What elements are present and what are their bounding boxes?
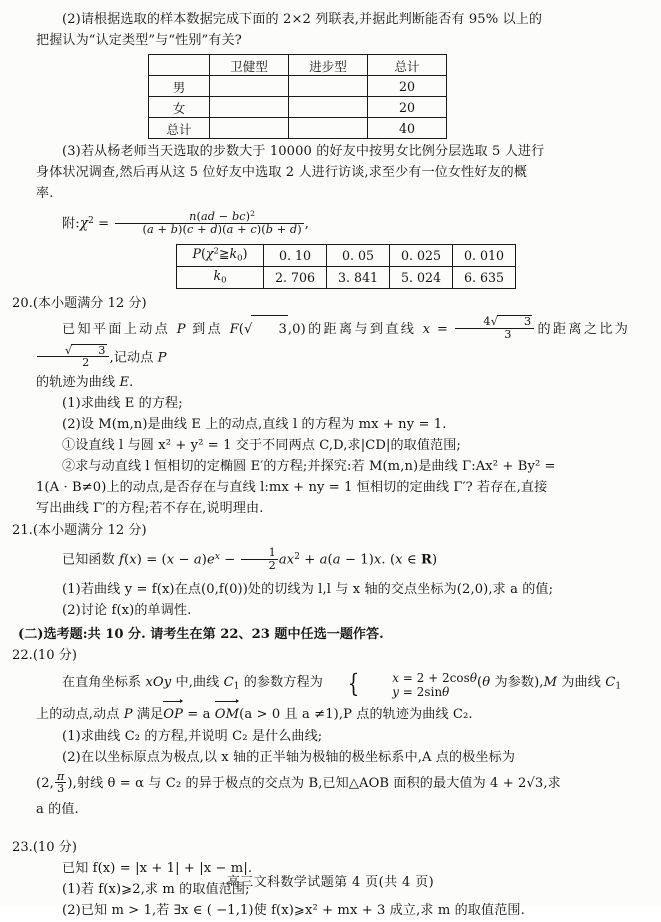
cell-male-weijian xyxy=(210,76,289,97)
page-footer: 高三文科数学试题第 4 页(共 4 页) xyxy=(226,875,435,890)
cell-header-blank xyxy=(149,55,210,76)
q22-parametric-system: { x = 2 + 2cosθ y = 2sinθ xyxy=(347,669,478,700)
chi-square-fraction: $\frac{n(ad - bc)^2}{(a + b)(c + d)(a + c)(b + d)}$ xyxy=(115,210,304,235)
cell-p-value-1: 0. 05 xyxy=(327,244,390,266)
page-content-column xyxy=(12,10,628,922)
cell-row-female-label: 女 xyxy=(149,97,210,118)
vector-op: OP xyxy=(163,703,183,726)
q22-stem-line2: 上的动点,动点 P 满足OP = a OM(a > 0 且 a ≠1),P 点的轨迹为曲线 C₂. xyxy=(36,703,628,726)
cell-total-weijian xyxy=(210,118,289,139)
q20-part2-sub2-line1: ②求与动直线 l 恒相切的定椭圆 E′的方程;并探究:若 M(m,n)是曲线 Γ:Ax² + By² = xyxy=(62,458,556,474)
contingency-table xyxy=(148,54,447,139)
cell-female-total: 20 xyxy=(368,97,447,118)
q19-part2-line1: (2)请根据选取的样本数据完成下面的 2×2 列联表,并据此判断能否有 95% 以上的 xyxy=(62,12,543,27)
chi-symbol: χ xyxy=(79,215,89,232)
q21-part1: (1)若曲线 y = f(x)在点(0,f(0))处的切线为 l,l 与 x 轴的交点坐标为(2,0),求 a 的值; xyxy=(62,581,554,597)
q22-polar-fraction: $\frac{\pi}{3}$ xyxy=(56,769,65,796)
q23-part2: (2)已知 m > 1,若 ∃x ∈ ( −1,1)使 f(x)⩾x² + mx + 3 成立,求 m 的取值范围. xyxy=(62,903,525,919)
q21-heading xyxy=(12,521,628,541)
formula-tail: , xyxy=(304,216,309,232)
cell-k-value-0: 2. 706 xyxy=(264,266,327,288)
q20-stem-line1: 已知平面上动点 P 到点 F(√ 3,0)的距离与到直线 x = $\frac{4√ 3}{3}$ 的距离之比为 $\frac{√ 3}{2}$ ,记动点 P xyxy=(36,315,628,372)
formula-label: 附: xyxy=(62,216,80,232)
q20-part1: (1)求曲线 E 的方程; xyxy=(62,395,183,411)
q22-part2-post: ),射线 θ = α 与 C₂ 的异于极点的交点为 B,已知△AOB 面积的最大值为 4 + 2√3,求 xyxy=(67,776,561,792)
cell-female-weijian xyxy=(210,97,289,118)
q20-stem-line2: 的轨迹为曲线 E. xyxy=(36,374,134,390)
q22-stem-line1: 在直角坐标系 xOy 中,曲线 C1 的参数方程为 { x = 2 + 2cosθ y = 2sinθ (θ 为参数),M 为曲线 C1 xyxy=(62,669,622,700)
q22-part1: (1)求曲线 C₂ 的方程,并说明 C₂ 是什么曲线; xyxy=(62,729,323,745)
q22-part2-line2 xyxy=(36,769,628,799)
q22-number: 22. xyxy=(12,647,33,663)
cell-total-jinbu xyxy=(289,118,368,139)
q22-heading xyxy=(12,646,628,666)
q20-heading xyxy=(12,294,628,314)
q21-stem: 已知函数 $f(x) = (x - a)e^x$ − $\frac{1}{2}$ $ax^2 + a(a - 1)x$. (x ∈ R) xyxy=(62,546,438,572)
cell-header-total: 总计 xyxy=(368,55,447,76)
q21-part2: (2)讨论 f(x)的单调性. xyxy=(62,602,192,618)
q20-number: 20. xyxy=(12,295,33,311)
table-row xyxy=(149,118,447,139)
chi-square-reference-table xyxy=(176,244,516,289)
chi-square-formula: 附$:\chi^2$ = $\frac{n(ad - bc)^2}{(a + b)(c + d)(a + c)(b + d)}$ , xyxy=(62,209,309,237)
table-row xyxy=(149,76,447,97)
cell-male-jinbu xyxy=(289,76,368,97)
q22-stem-mid: = a xyxy=(183,707,215,723)
table-row xyxy=(149,97,447,118)
table-row xyxy=(177,244,516,266)
q22-score-note: (10 分) xyxy=(32,647,77,663)
q22-part2-line3: a 的值. xyxy=(36,802,79,818)
q20-part2-sub1: ①设直线 l 与圆 x² + y² = 1 交于不同两点 C,D,求|CD|的取值范围; xyxy=(62,437,461,453)
section-optional-heading: (二)选考题:共 10 分. 请考生在第 22、23 题中任选一题作答. xyxy=(18,626,384,642)
q19-part2-line2: 把握认为“认定类型”与“性别”有关? xyxy=(36,33,242,48)
q20-score-note: (本小题满分 12 分) xyxy=(32,295,147,311)
q21-score-note: (本小题满分 12 分) xyxy=(32,522,147,538)
q23-heading xyxy=(12,838,628,858)
q22-part2-pre: (2, xyxy=(36,776,54,792)
cell-male-total: 20 xyxy=(368,76,447,97)
cell-row-total-label: 总计 xyxy=(149,118,210,139)
cell-row-male-label: 男 xyxy=(149,76,210,97)
q20-part2-sub2-line3: 写出曲线 Γ′的方程;若不存在,说明理由. xyxy=(36,500,264,516)
q20-part2: (2)设 M(m,n)是曲线 E 上的动点,直线 l 的方程为 mx + ny = 1. xyxy=(62,416,447,432)
cell-p-value-3: 0. 010 xyxy=(453,244,516,266)
q23-score-note: (10 分) xyxy=(32,840,77,856)
chi-table-wrap xyxy=(36,241,628,289)
cell-k-value-1: 3. 841 xyxy=(327,266,390,288)
cell-k-label: k0 xyxy=(177,266,264,288)
cell-female-jinbu xyxy=(289,97,368,118)
cell-p-label: $P(\chi^2≧k0)$ xyxy=(177,244,264,266)
q22-part2-line1: (2)在以坐标原点为极点,以 x 轴的正半轴为极轴的极坐标系中,A 点的极坐标为 xyxy=(62,750,516,766)
q23-part1: (1)若 f(x)⩾2,求 m 的取值范围; xyxy=(62,882,250,898)
q19-part3-line1: (3)若从杨老师当天选取的步数大于 10000 的好友中按男女比例分层选取 5 人进行 xyxy=(62,144,545,159)
cell-k-value-2: 5. 024 xyxy=(390,266,453,288)
cell-p-value-0: 0. 10 xyxy=(264,244,327,266)
cell-k-value-3: 6. 635 xyxy=(453,266,516,288)
vector-om: OM xyxy=(215,703,239,726)
q20-part2-sub2-line2: 1(A · B≠0)上的动点,是否存在与直线 l:mx + ny = 1 恒相切的定曲线 Γ′? 若存在,直接 xyxy=(36,479,548,495)
contingency-table-wrap xyxy=(36,52,628,139)
cell-header-weijian: 卫健型 xyxy=(210,55,289,76)
q20-fraction-1: $\frac{4√ 3}{3}$ xyxy=(455,315,534,340)
cell-header-jinbu: 进步型 xyxy=(289,55,368,76)
q23-stem: 已知 f(x) = |x + 1| + |x − m|. xyxy=(62,861,253,877)
q20-fraction-2: $\frac{√ 3}{2}$ xyxy=(37,344,109,369)
cell-grand-total: 40 xyxy=(368,118,447,139)
q23-number: 23. xyxy=(12,840,33,856)
q19-part3-line3: 率. xyxy=(36,186,54,201)
q21-number: 21. xyxy=(12,522,33,538)
cell-p-value-2: 0. 025 xyxy=(390,244,453,266)
table-row xyxy=(149,55,447,76)
q22-stem-post: (a > 0 且 a ≠1),P 点的轨迹为曲线 C₂. xyxy=(239,707,473,723)
q21-fraction: $\frac{1}{2}$ xyxy=(241,547,278,571)
table-row xyxy=(177,266,516,288)
q19-part3-line2: 身体状况调查,然后再从这 5 位好友中选取 2 人进行访谈,求至少有一位女性好友的概 xyxy=(36,165,528,180)
